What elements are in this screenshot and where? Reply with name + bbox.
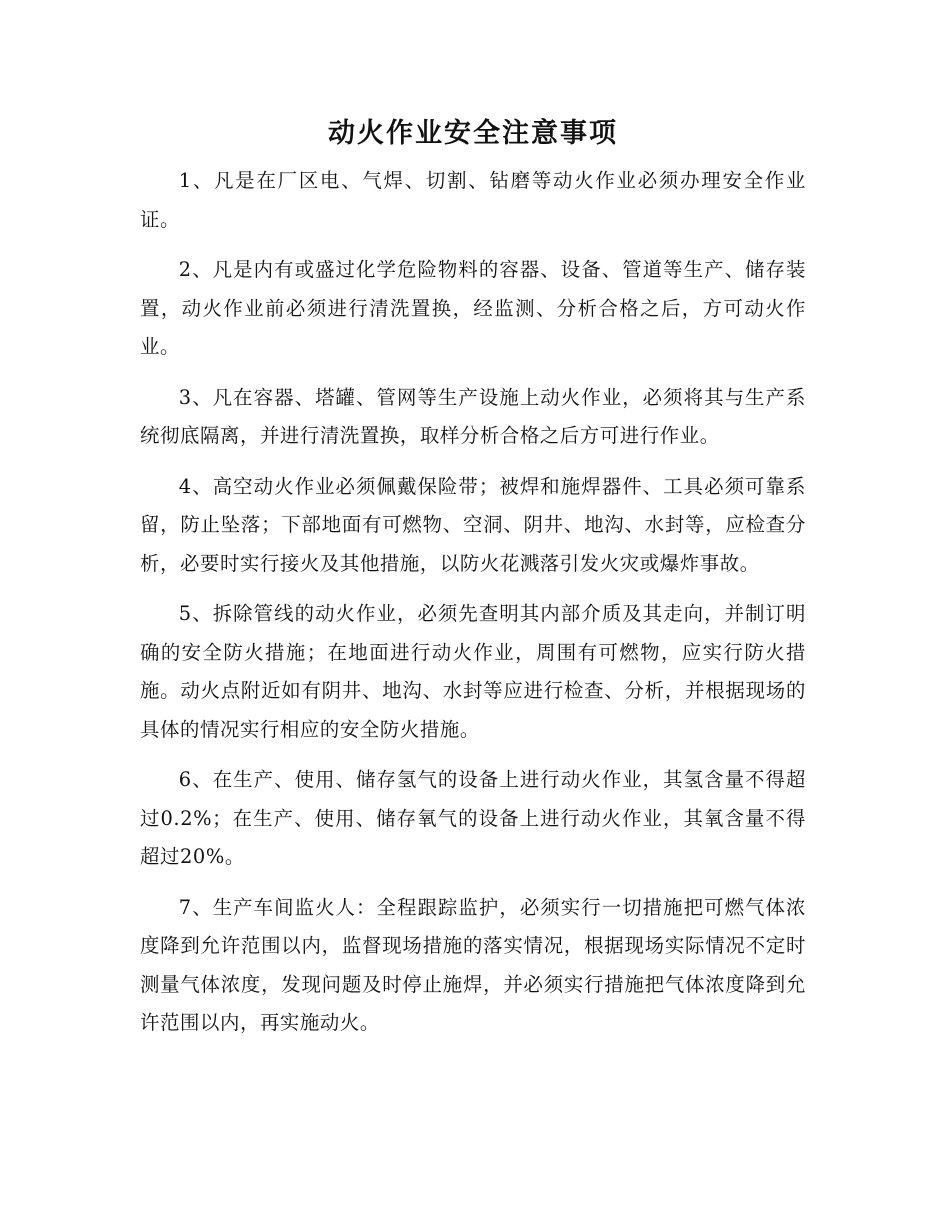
paragraph-2: 2、凡是内有或盛过化学危险物料的容器、设备、管道等生产、储存装置，动火作业前必须进行清洗置换，经监测、分析合格之后，方可动火作业。 — [140, 258, 806, 358]
paragraph-4: 4、高空动火作业必须佩戴保险带；被焊和施焊器件、工具必须可靠系留，防止坠落；下部地面有可燃物、空洞、阴井、地沟、水封等，应检查分析，必要时实行接火及其他措施，以防火花溅落引发火灾或爆炸事故。 — [140, 474, 806, 575]
paragraph-5: 5、拆除管线的动火作业，必须先查明其内部介质及其走向，并制订明确的安全防火措施；在地面进行动火作业，周围有可燃物，应实行防火措施。动火点附近如有阴井、地沟、水封等应进行检查、分析，并根据现场的具体的情况实行相应的安全防火措施。 — [140, 602, 806, 741]
paragraph-1: 1、凡是在厂区电、气焊、切割、钻磨等动火作业必须办理安全作业证。 — [140, 169, 806, 231]
document-title: 动火作业安全注意事项 — [328, 118, 618, 149]
paragraph-6: 6、在生产、使用、储存氢气的设备上进行动火作业，其氢含量不得超过0.2%；在生产、使用、储存氧气的设备上进行动火作业，其氧含量不得超过20%。 — [140, 768, 806, 868]
paragraph-7: 7、生产车间监火人：全程跟踪监护，必须实行一切措施把可燃气体浓度降到允许范围以内，监督现场措施的落实情况，根据现场实际情况不定时测量气体浓度，发现问题及时停止施焊，并必须实行措施把气体浓度降到允许范围以内，再实施动火。 — [140, 895, 806, 1034]
document-page — [140, 108, 806, 1055]
paragraph-3: 3、凡在容器、塔罐、管网等生产设施上动火作业，必须将其与生产系统彻底隔离，并进行清洗置换，取样分析合格之后方可进行作业。 — [140, 385, 806, 447]
